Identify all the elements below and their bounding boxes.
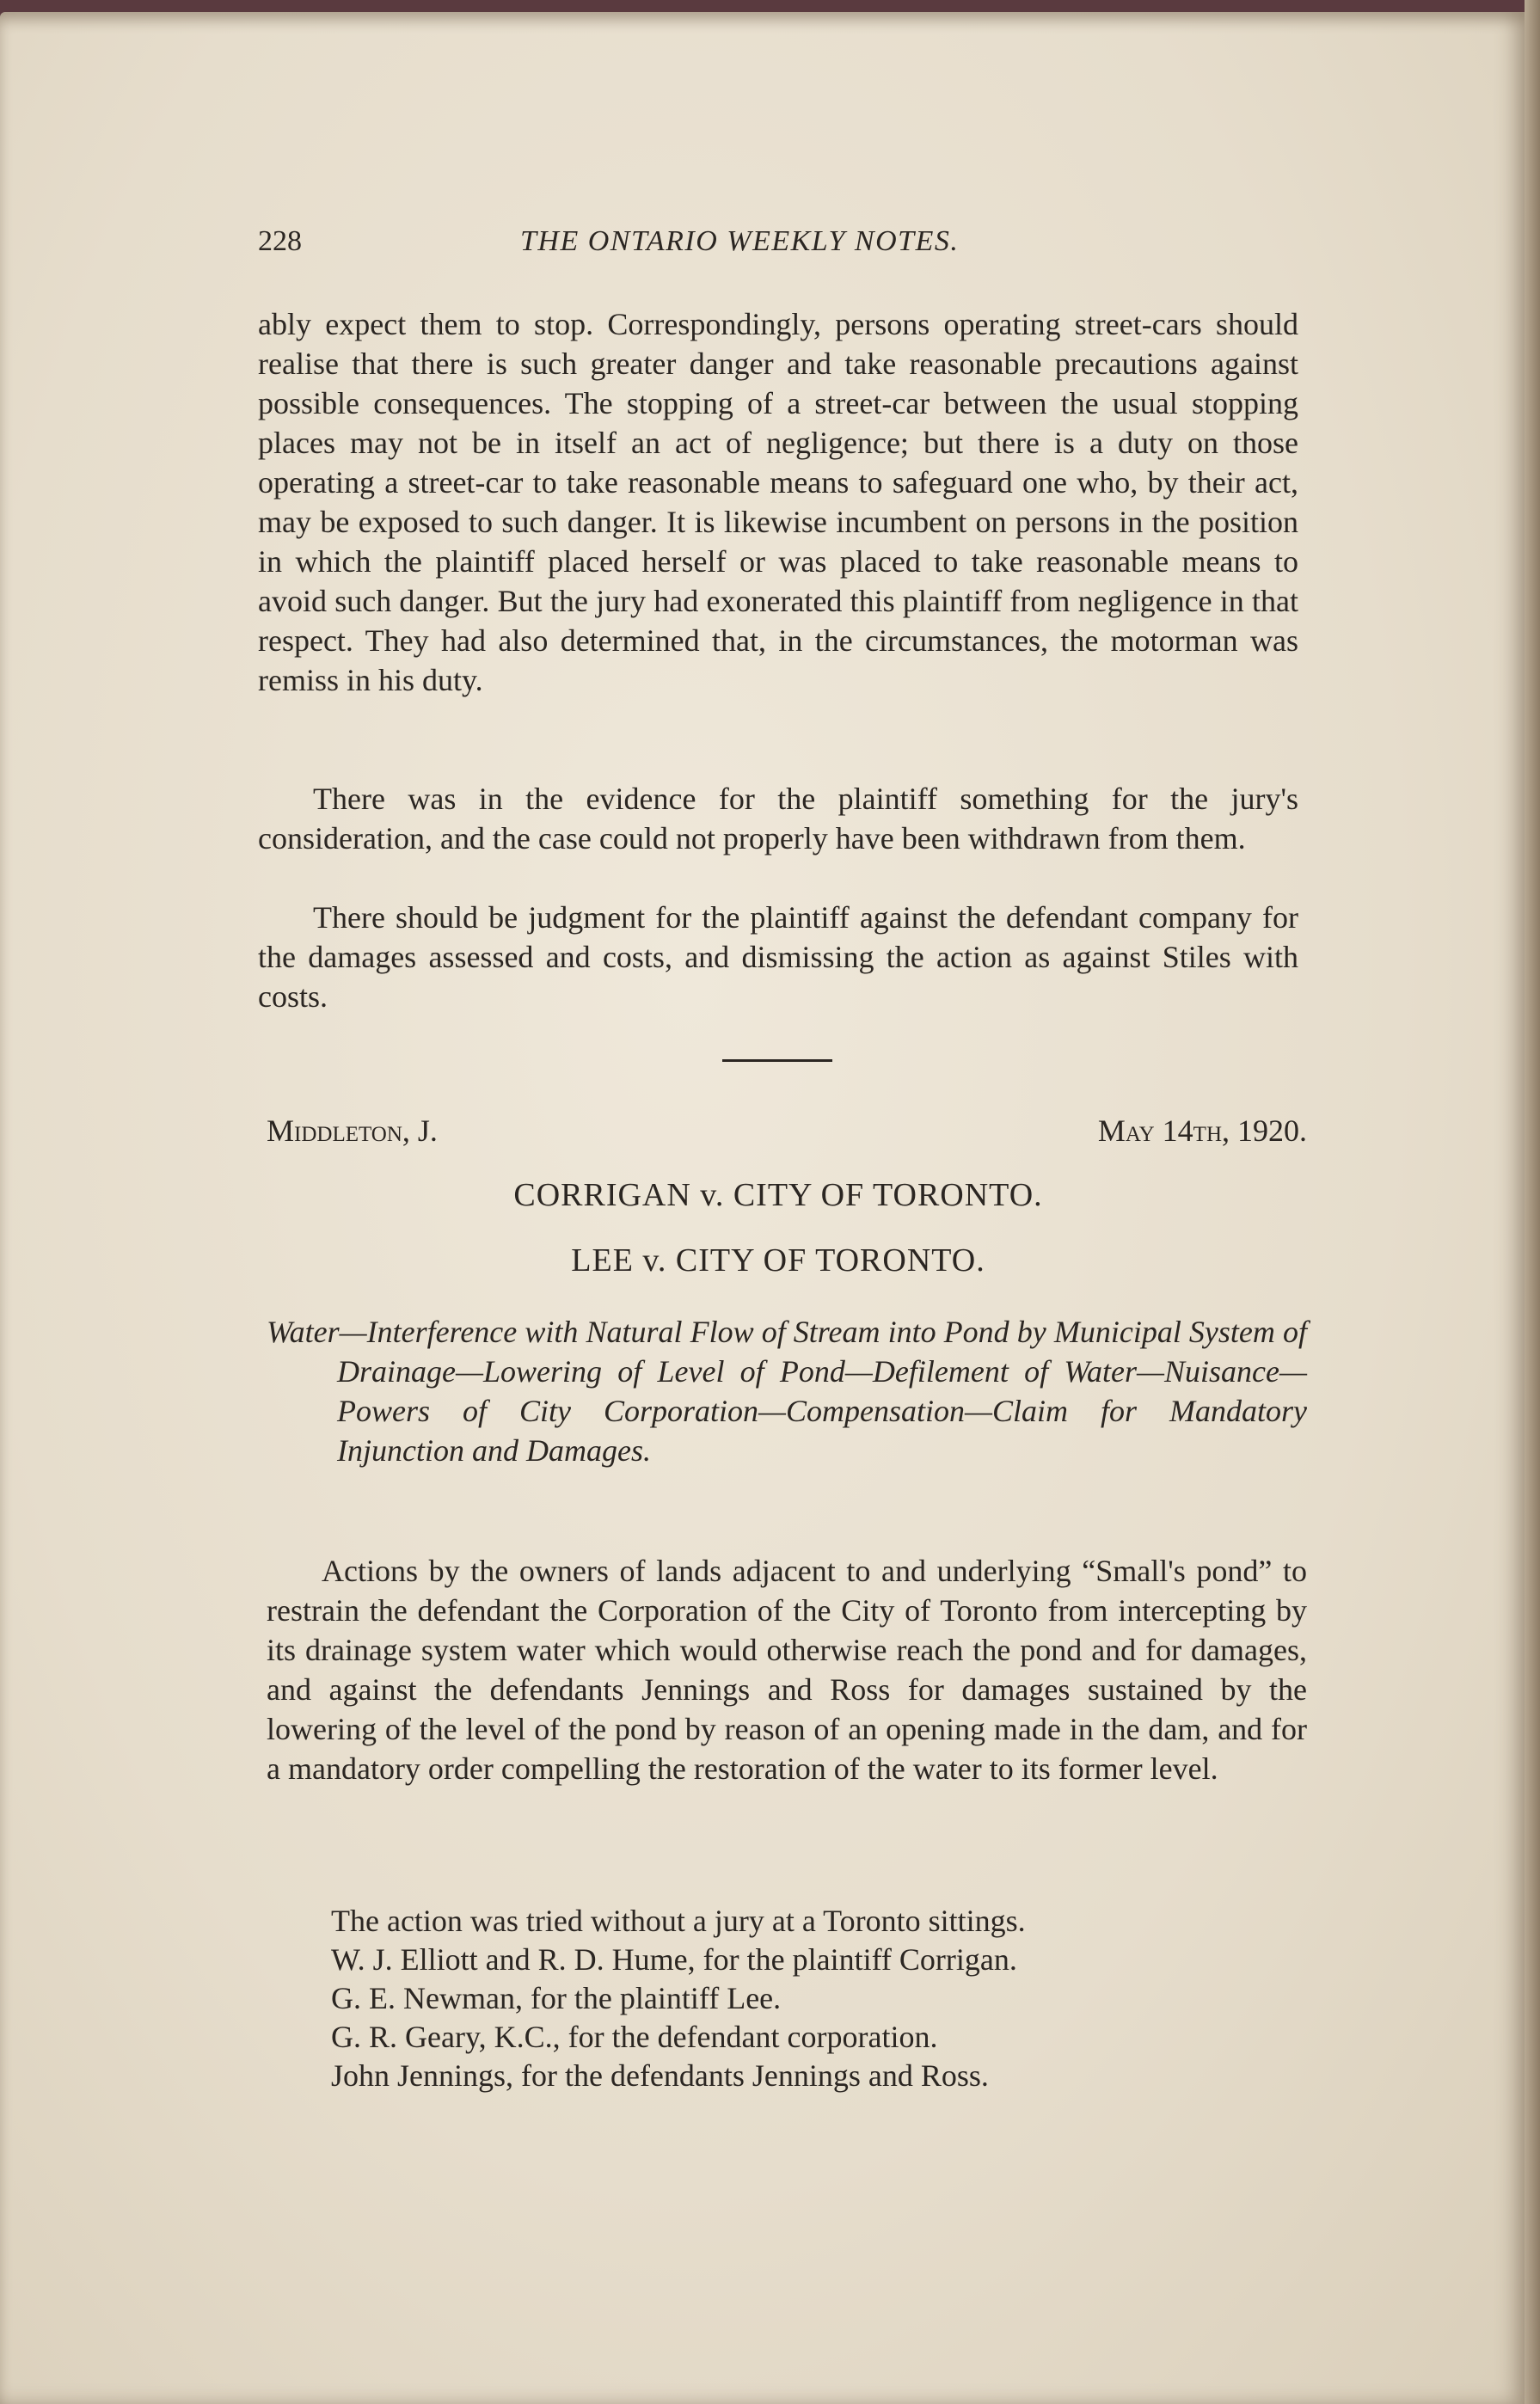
counsel-line: G. R. Geary, K.C., for the defendant corporation. bbox=[331, 2020, 938, 2054]
body-paragraph-3: There should be judgment for the plaintiff against the defendant company for the damages assessed and costs, and dismissing the action as against Stiles with costs. bbox=[258, 900, 1298, 1014]
counsel-line: G. E. Newman, for the plaintiff Lee. bbox=[331, 1981, 782, 2015]
counsel-line: W. J. Elliott and R. D. Hume, for the plaintiff Corrigan. bbox=[331, 1942, 1017, 1977]
section-divider bbox=[722, 1059, 832, 1062]
page-number: 228 bbox=[258, 225, 302, 257]
case-summary: Actions by the owners of lands adjacent to and underlying “Small's pond” to restrain the defendant the Corporation of the City of Toronto from intercepting by its drainage system water which would otherwise reach the pond and for damages, and against the defendants Jennings and Ross for damages sustained by the lowering of the level of the pond by reason of an opening made in the dam, and for a mandatory order compelling the restoration of the water to its former level. bbox=[267, 1554, 1307, 1786]
body-paragraph-2: There was in the evidence for the plaintiff something for the jury's consideration, and the case could not properly have been withdrawn from them. bbox=[258, 782, 1298, 856]
page-header bbox=[258, 225, 1298, 268]
running-title: THE ONTARIO WEEKLY NOTES. bbox=[520, 225, 960, 257]
body-paragraph-1: ably expect them to stop. Correspondingly, persons operating street-cars should realise that there is such greater danger and take reasonable precautions against possible consequences. The stopping of a street-car between the usual stopping places may not be in itself an act of negligence; but there is a duty on those operating a street-car to take reasonable means to safeguard one who, by their act, may be exposed to such danger. It is likewise incumbent on persons in the position in which the plaintiff placed herself or was placed to take reasonable means to avoid such danger. But the jury had exonerated this plaintiff from negligence in that respect. They had also determined that, in the circumstances, the motorman was remiss in his duty. bbox=[258, 307, 1298, 697]
book-page bbox=[0, 12, 1526, 2404]
counsel-line: The action was tried without a jury at a Toronto sittings. bbox=[331, 1904, 1026, 1938]
case-title-2: LEE v. CITY OF TORONTO. bbox=[571, 1242, 985, 1279]
counsel-list bbox=[331, 1902, 1277, 2095]
case-title-1: CORRIGAN v. CITY OF TORONTO. bbox=[513, 1177, 1043, 1213]
book-spine-edge bbox=[1525, 0, 1540, 2404]
headnote: Water—Interference with Natural Flow of Stream into Pond by Municipal System of Drainage—Lowering of Level of Pond—Defilement of Water—Nuisance—Powers of City Corporation—Compensation—Claim for Mandatory Injunction and Damages. bbox=[267, 1315, 1307, 1468]
judge-name: Middleton, J. bbox=[267, 1113, 438, 1148]
counsel-line: John Jennings, for the defendants Jennings and Ross. bbox=[331, 2058, 989, 2093]
decision-date: May 14th, 1920. bbox=[1097, 1113, 1307, 1148]
court-line bbox=[267, 1113, 1307, 1156]
